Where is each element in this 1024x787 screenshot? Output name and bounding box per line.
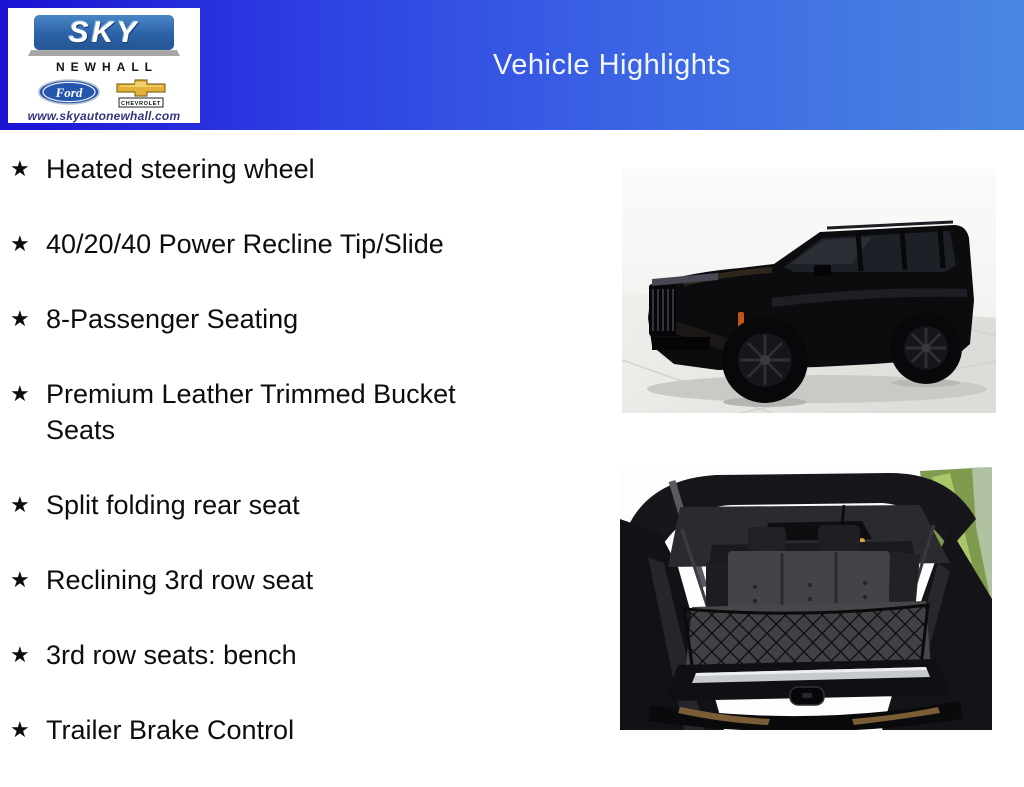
header-bar bbox=[0, 0, 1024, 130]
svg-text:CHEVROLET: CHEVROLET bbox=[121, 101, 161, 107]
star-bullet-icon: ★ bbox=[10, 231, 30, 256]
highlight-item bbox=[10, 637, 522, 673]
highlight-text: 3rd row seats: bench bbox=[46, 640, 297, 670]
highlight-text: 40/20/40 Power Recline Tip/Slide bbox=[46, 229, 444, 259]
star-bullet-icon: ★ bbox=[10, 642, 30, 667]
exterior-photo-graphic bbox=[622, 168, 996, 413]
highlight-item bbox=[10, 712, 522, 748]
dealer-location-label: NEWHALL bbox=[56, 60, 158, 74]
dealer-logo bbox=[8, 8, 200, 123]
highlight-item bbox=[10, 487, 522, 523]
highlights-list bbox=[10, 151, 522, 787]
ford-logo-icon bbox=[38, 79, 100, 105]
cargo-area-photo bbox=[620, 467, 992, 730]
page-title: Vehicle Highlights bbox=[493, 48, 731, 81]
rear-wheel bbox=[890, 312, 962, 384]
headrest bbox=[748, 527, 786, 551]
lower-intake bbox=[652, 337, 710, 350]
highlight-item bbox=[10, 376, 522, 448]
vehicle-exterior-photo bbox=[622, 168, 996, 413]
star-bullet-icon: ★ bbox=[10, 381, 30, 406]
header-title-wrap bbox=[200, 0, 1024, 130]
highlight-item bbox=[10, 301, 522, 337]
highlight-text: Premium Leather Trimmed Bucket Seats bbox=[46, 379, 456, 445]
highlight-item bbox=[10, 151, 522, 187]
brand-logos-row bbox=[38, 76, 170, 108]
sky-logo-badge bbox=[34, 15, 174, 50]
highlight-text: Split folding rear seat bbox=[46, 490, 300, 520]
highlight-item bbox=[10, 562, 522, 598]
highlight-text: Heated steering wheel bbox=[46, 154, 315, 184]
star-bullet-icon: ★ bbox=[10, 567, 30, 592]
sky-logo-text: SKY bbox=[68, 15, 140, 49]
sky-logo-shadow bbox=[28, 50, 180, 56]
highlight-text: Reclining 3rd row seat bbox=[46, 565, 314, 595]
star-bullet-icon: ★ bbox=[10, 717, 30, 742]
star-bullet-icon: ★ bbox=[10, 306, 30, 331]
headrest bbox=[818, 525, 860, 551]
side-mirror bbox=[814, 265, 831, 276]
front-wheel bbox=[722, 317, 808, 403]
highlight-text: 8-Passenger Seating bbox=[46, 304, 299, 334]
dealer-website-label: www.skyautonewhall.com bbox=[27, 109, 181, 123]
star-bullet-icon: ★ bbox=[10, 492, 30, 517]
highlight-text: Trailer Brake Control bbox=[46, 715, 295, 745]
svg-text:Ford: Ford bbox=[55, 85, 83, 100]
highlight-item bbox=[10, 226, 522, 262]
cargo-photo-graphic bbox=[620, 467, 992, 730]
chevrolet-logo-icon bbox=[112, 76, 170, 108]
latch-slot bbox=[802, 693, 812, 698]
star-bullet-icon: ★ bbox=[10, 156, 30, 181]
